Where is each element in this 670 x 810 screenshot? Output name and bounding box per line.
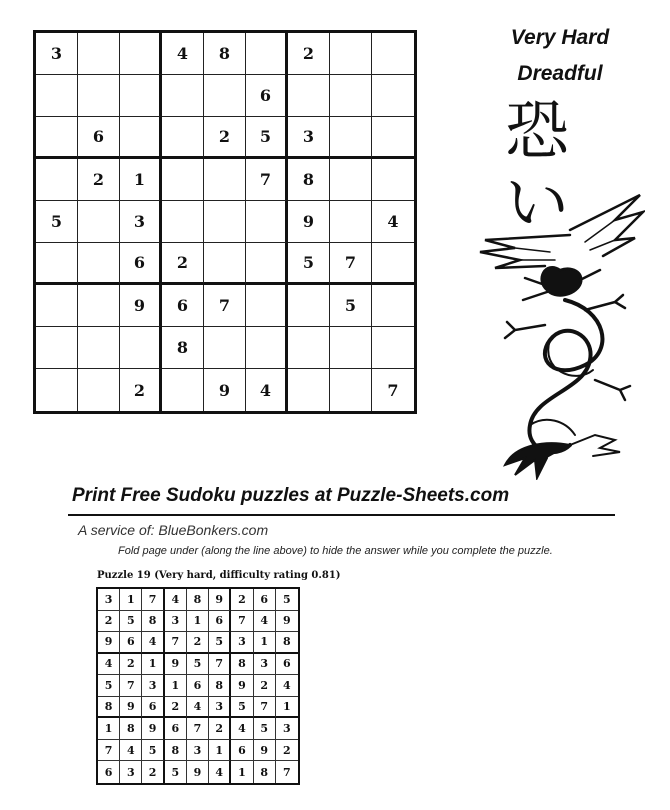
answer-cell: 9 — [276, 611, 298, 633]
answer-cell: 3 — [98, 589, 120, 611]
sudoku-puzzle-grid — [33, 30, 417, 414]
puzzle-cell: 8 — [288, 159, 330, 201]
answer-cell: 6 — [165, 718, 187, 740]
puzzle-cell — [78, 327, 120, 369]
puzzle-cell: 1 — [120, 159, 162, 201]
answer-cell: 6 — [231, 740, 253, 762]
puzzle-cell: 9 — [204, 369, 246, 411]
answer-cell: 6 — [120, 632, 142, 654]
answer-cell: 8 — [187, 589, 209, 611]
kanji-fear: 恐 — [505, 95, 569, 169]
answer-cell: 9 — [231, 675, 253, 697]
puzzle-cell — [120, 75, 162, 117]
puzzle-cell: 3 — [120, 201, 162, 243]
answer-cell: 1 — [120, 589, 142, 611]
answer-cell: 7 — [98, 740, 120, 762]
puzzle-cell — [120, 117, 162, 159]
puzzle-cell — [330, 33, 372, 75]
answer-cell: 3 — [187, 740, 209, 762]
answer-cell: 9 — [165, 654, 187, 676]
answer-cell: 6 — [187, 675, 209, 697]
answer-cell: 7 — [283, 765, 291, 779]
puzzle-cell: 2 — [120, 369, 162, 411]
puzzle-cell — [288, 369, 330, 411]
puzzle-cell — [120, 33, 162, 75]
puzzle-cell: 7 — [330, 243, 372, 285]
answer-cell: 2 — [187, 632, 209, 654]
puzzle-cell — [78, 369, 120, 411]
puzzle-cell — [36, 159, 78, 201]
puzzle-cell: 2 — [288, 33, 330, 75]
answer-cell: 7 — [254, 697, 276, 719]
answer-cell: 1 — [276, 697, 298, 719]
puzzle-cell — [288, 327, 330, 369]
answer-cell: 3 — [120, 761, 142, 783]
puzzle-cell — [330, 159, 372, 201]
puzzle-cell: 6 — [120, 243, 162, 285]
puzzle-cell — [162, 117, 204, 159]
puzzle-cell — [36, 369, 78, 411]
puzzle-cell — [246, 33, 288, 75]
answer-cell: 9 — [98, 632, 120, 654]
answer-caption: Puzzle 19 (Very hard, difficulty rating 0.81) — [97, 570, 341, 581]
puzzle-cell: 7 — [246, 159, 288, 201]
answer-cell: 9 — [209, 589, 231, 611]
puzzle-cell: 8 — [162, 327, 204, 369]
kanji-i: い — [505, 167, 569, 241]
answer-cell: 1 — [187, 611, 209, 633]
puzzle-cell: 9 — [288, 201, 330, 243]
answer-cell: 7 — [142, 589, 164, 611]
answer-cell: 9 — [120, 697, 142, 719]
difficulty-subtitle: Dreadful — [517, 62, 603, 85]
answer-cell: 2 — [142, 761, 164, 783]
puzzle-cell — [162, 75, 204, 117]
puzzle-cell: 4 — [162, 33, 204, 75]
puzzle-cell — [204, 75, 246, 117]
puzzle-cell — [36, 75, 78, 117]
puzzle-cell: 7 — [387, 380, 399, 400]
puzzle-cell — [372, 285, 414, 327]
answer-cell: 6 — [142, 697, 164, 719]
puzzle-cell — [120, 327, 162, 369]
puzzle-cell — [204, 201, 246, 243]
puzzle-cell — [162, 369, 204, 411]
dragon-icon — [475, 190, 645, 480]
puzzle-cell — [246, 201, 288, 243]
puzzle-cell: 6 — [246, 75, 288, 117]
puzzle-cell — [330, 75, 372, 117]
answer-cell: 8 — [276, 632, 298, 654]
puzzle-cell: 5 — [246, 117, 288, 159]
answer-cell: 8 — [98, 697, 120, 719]
answer-cell: 5 — [276, 589, 298, 611]
difficulty-label: Very Hard — [510, 26, 610, 49]
puzzle-cell — [330, 327, 372, 369]
puzzle-cell: 4 — [246, 369, 288, 411]
answer-cell: 5 — [142, 740, 164, 762]
puzzle-cell — [78, 201, 120, 243]
puzzle-cell — [246, 285, 288, 327]
puzzle-cell — [78, 33, 120, 75]
answer-cell: 2 — [209, 718, 231, 740]
puzzle-cell: 6 — [78, 117, 120, 159]
answer-cell: 7 — [165, 632, 187, 654]
puzzle-cell — [372, 159, 414, 201]
answer-cell: 2 — [231, 589, 253, 611]
answer-cell: 3 — [231, 632, 253, 654]
sudoku-answer-grid — [96, 587, 300, 785]
answer-cell: 9 — [254, 740, 276, 762]
puzzle-cell: 5 — [330, 285, 372, 327]
puzzle-cell — [330, 117, 372, 159]
fold-line — [68, 514, 615, 516]
answer-cell: 2 — [120, 654, 142, 676]
puzzle-cell — [204, 243, 246, 285]
puzzle-cell — [372, 243, 414, 285]
puzzle-cell — [36, 117, 78, 159]
answer-cell: 9 — [187, 761, 209, 783]
puzzle-cell: 2 — [162, 243, 204, 285]
answer-cell: 8 — [254, 761, 276, 783]
puzzle-cell — [204, 327, 246, 369]
answer-cell: 4 — [254, 611, 276, 633]
answer-cell: 6 — [254, 589, 276, 611]
answer-cell: 3 — [276, 718, 298, 740]
answer-cell: 2 — [98, 611, 120, 633]
answer-cell: 4 — [165, 589, 187, 611]
answer-cell: 1 — [98, 718, 120, 740]
puzzle-cell — [204, 159, 246, 201]
answer-cell: 5 — [98, 675, 120, 697]
answer-cell: 1 — [165, 675, 187, 697]
puzzle-cell — [78, 75, 120, 117]
answer-cell: 3 — [209, 697, 231, 719]
answer-cell: 9 — [142, 718, 164, 740]
puzzle-cell: 3 — [36, 33, 78, 75]
service-credit: A service of: BlueBonkers.com — [78, 522, 269, 538]
answer-cell: 8 — [142, 611, 164, 633]
answer-cell: 4 — [120, 740, 142, 762]
answer-cell: 3 — [254, 654, 276, 676]
answer-cell: 5 — [165, 761, 187, 783]
puzzle-cell — [288, 285, 330, 327]
puzzle-cell — [162, 201, 204, 243]
puzzle-cell: 8 — [204, 33, 246, 75]
puzzle-cell: 6 — [162, 285, 204, 327]
puzzle-cell — [372, 327, 414, 369]
answer-cell: 8 — [165, 740, 187, 762]
puzzle-cell — [162, 159, 204, 201]
answer-cell: 6 — [276, 654, 298, 676]
fold-instruction: Fold page under (along the line above) to hide the answer while you complete the puzzle. — [118, 545, 553, 557]
puzzle-cell: 5 — [288, 243, 330, 285]
puzzle-cell — [246, 243, 288, 285]
puzzle-cell — [246, 327, 288, 369]
answer-cell: 6 — [98, 761, 120, 783]
puzzle-cell — [36, 243, 78, 285]
answer-cell: 8 — [120, 718, 142, 740]
puzzle-cell — [288, 75, 330, 117]
answer-cell: 1 — [142, 654, 164, 676]
answer-cell: 7 — [231, 611, 253, 633]
answer-cell: 5 — [231, 697, 253, 719]
puzzle-cell — [330, 369, 372, 411]
answer-cell: 4 — [209, 761, 231, 783]
puzzle-cell — [372, 75, 414, 117]
answer-cell: 8 — [231, 654, 253, 676]
puzzle-cell — [372, 117, 414, 159]
puzzle-cell — [36, 327, 78, 369]
answer-cell: 2 — [276, 740, 298, 762]
answer-cell: 6 — [209, 611, 231, 633]
answer-cell: 8 — [209, 675, 231, 697]
answer-cell: 4 — [276, 675, 298, 697]
puzzle-cell: 7 — [204, 285, 246, 327]
puzzle-cell — [330, 201, 372, 243]
answer-cell: 7 — [209, 654, 231, 676]
puzzle-cell: 4 — [372, 201, 414, 243]
answer-cell: 4 — [142, 632, 164, 654]
puzzle-cell — [372, 33, 414, 75]
puzzle-cell — [78, 285, 120, 327]
answer-cell: 4 — [98, 654, 120, 676]
answer-cell: 7 — [120, 675, 142, 697]
puzzle-cell: 9 — [120, 285, 162, 327]
puzzle-cell — [36, 285, 78, 327]
answer-cell: 5 — [120, 611, 142, 633]
promo-heading: Print Free Sudoku puzzles at Puzzle-Sheets.com — [72, 485, 510, 506]
answer-cell: 2 — [254, 675, 276, 697]
puzzle-cell: 3 — [288, 117, 330, 159]
answer-cell: 3 — [165, 611, 187, 633]
puzzle-cell — [78, 243, 120, 285]
answer-cell: 5 — [187, 654, 209, 676]
answer-cell: 1 — [231, 761, 253, 783]
answer-cell: 3 — [142, 675, 164, 697]
puzzle-cell: 2 — [204, 117, 246, 159]
answer-cell: 7 — [187, 718, 209, 740]
puzzle-cell: 2 — [78, 159, 120, 201]
answer-cell: 5 — [209, 632, 231, 654]
answer-cell: 5 — [254, 718, 276, 740]
answer-cell: 1 — [254, 632, 276, 654]
answer-cell: 4 — [187, 697, 209, 719]
answer-cell: 1 — [209, 740, 231, 762]
puzzle-cell: 5 — [36, 201, 78, 243]
answer-cell: 2 — [165, 697, 187, 719]
answer-cell: 4 — [231, 718, 253, 740]
